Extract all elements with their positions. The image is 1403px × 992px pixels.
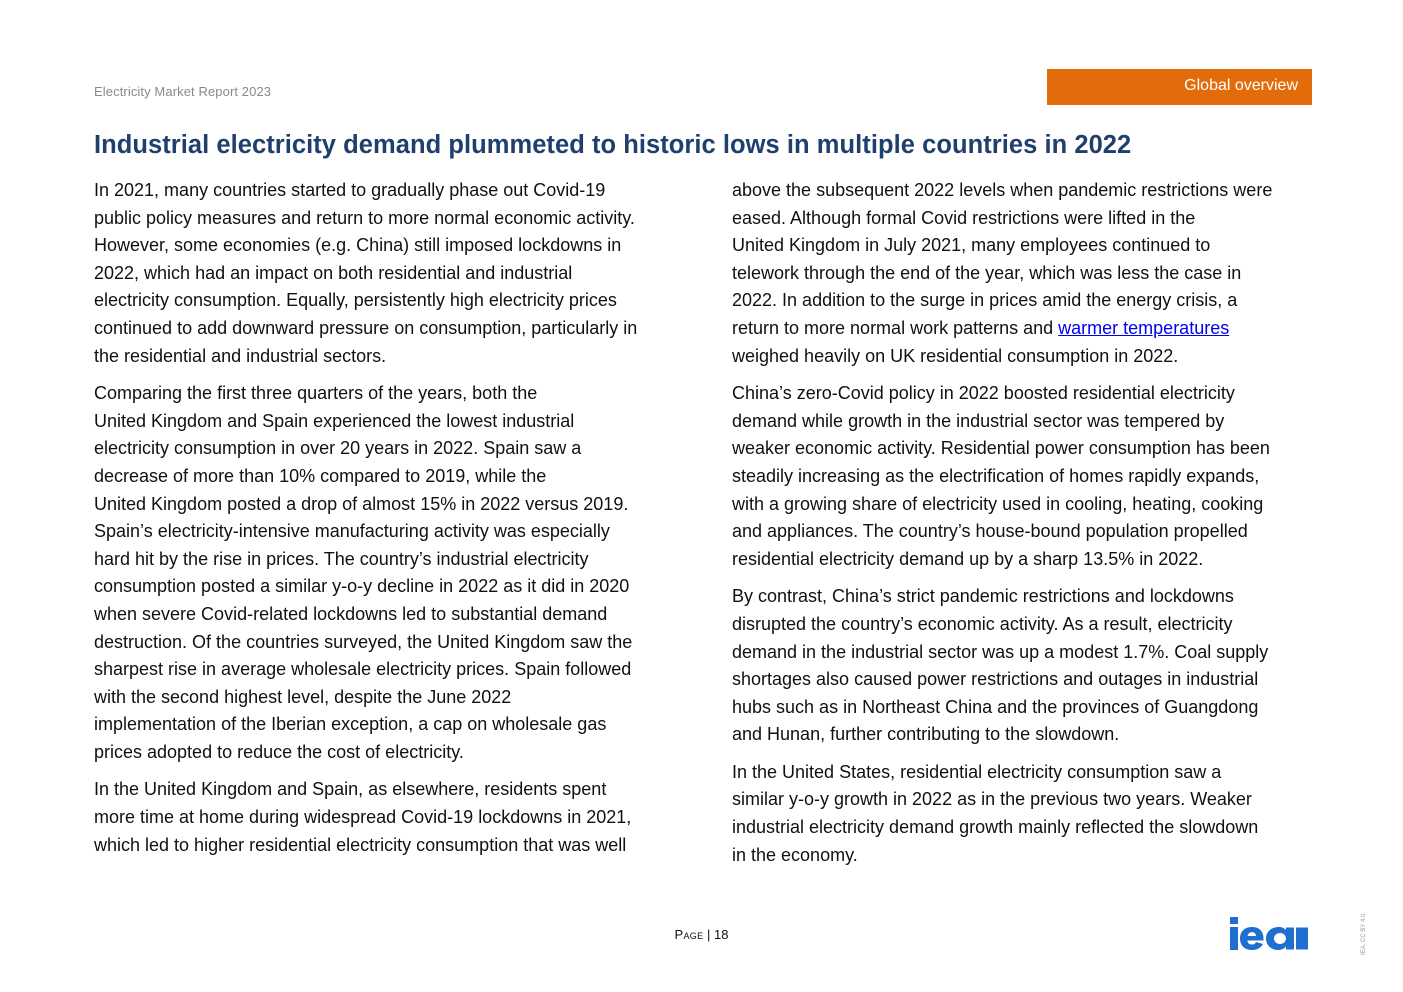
text-line: in the economy. [732, 844, 858, 865]
text-line: and appliances. The country’s house-bound population propelled [732, 521, 1248, 542]
text-line: above the subsequent 2022 levels when pandemic restrictions were [732, 180, 1273, 200]
text-line: hard hit by the rise in prices. The country’s industrial electricity [94, 548, 589, 569]
text-line: decrease of more than 10% compared to 2019, while the [94, 465, 547, 486]
page-separator: | [707, 927, 711, 942]
text-line: prices adopted to reduce the cost of electricity. [94, 741, 464, 762]
text-line: consumption posted a similar y-o-y decline in 2022 as it did in 2020 [94, 576, 630, 597]
text-line: steadily increasing as the electrification of homes rapidly expands, [732, 465, 1260, 486]
text-line: demand in the industrial sector was up a modest 1.7%. Coal supply [732, 641, 1269, 662]
text-line: disrupted the country’s economic activity. As a result, electricity [732, 613, 1233, 634]
text-line: with a growing share of electricity used in cooling, heating, cooking [732, 493, 1264, 514]
page-title: Industrial electricity demand plummeted to historic lows in multiple countries in 2022 [94, 131, 1132, 159]
paragraph [94, 177, 686, 370]
text-line: which led to higher residential electricity consumption that was well [94, 834, 627, 855]
text-line: more time at home during widespread Covid-19 lockdowns in 2021, [94, 807, 632, 828]
text-line: However, some economies (e.g. China) still imposed lockdowns in [94, 235, 622, 256]
page-label: Page [674, 927, 704, 942]
paragraph [732, 177, 1324, 370]
text-line: In the United States, residential electricity consumption saw a [732, 761, 1222, 782]
text-line: 2022, which had an impact on both residential and industrial [94, 262, 573, 283]
paragraph [94, 776, 686, 859]
left-column [94, 177, 686, 869]
license-note: IEA. CC BY 4.0. [1361, 912, 1367, 955]
text-line-with-link [732, 315, 1324, 343]
paragraph [732, 583, 1324, 749]
text-line: destruction. Of the countries surveyed, the United Kingdom saw the [94, 631, 633, 652]
text-line: electricity consumption. Equally, persistently high electricity prices [94, 290, 617, 311]
link-prefix: return to more normal work patterns and [732, 317, 1059, 338]
text-line: In the United Kingdom and Spain, as elsewhere, residents spent [94, 779, 607, 800]
text-line: Spain’s electricity-intensive manufacturing activity was especially [94, 521, 610, 542]
text-line: residential electricity demand up by a sharp 13.5% in 2022. [732, 548, 1204, 569]
text-line: sharpest rise in average wholesale electricity prices. Spain followed [94, 659, 632, 680]
text-line: public policy measures and return to more normal economic activity. [94, 207, 635, 228]
paragraph [732, 380, 1324, 573]
page-number: 18 [714, 927, 729, 942]
text-line: industrial electricity demand growth mainly reflected the slowdown [732, 817, 1259, 838]
text-line: By contrast, China’s strict pandemic restrictions and lockdowns [732, 586, 1234, 607]
right-column [732, 177, 1324, 879]
paragraph [94, 380, 686, 766]
report-name: Electricity Market Report 2023 [94, 84, 272, 99]
text-line: and Hunan, further contributing to the slowdown. [732, 724, 1120, 745]
text-line: similar y-o-y growth in 2022 as in the previous two years. Weaker [732, 789, 1252, 810]
paragraph [732, 759, 1324, 869]
text-line: Comparing the first three quarters of the years, both the [94, 383, 538, 404]
text-line: United Kingdom and Spain experienced the lowest industrial [94, 410, 575, 431]
text-line: electricity consumption in over 20 years in 2022. Spain saw a [94, 438, 582, 459]
text-line: shortages also caused power restrictions and outages in industrial [732, 669, 1259, 690]
text-line: continued to add downward pressure on consumption, particularly in [94, 317, 638, 338]
text-line: In 2021, many countries started to gradually phase out Covid-19 [94, 180, 606, 200]
text-line: the residential and industrial sectors. [94, 345, 387, 366]
iea-logo-icon [1229, 915, 1309, 953]
text-line: China’s zero-Covid policy in 2022 boosted residential electricity [732, 383, 1235, 404]
warmer-temperatures-link[interactable]: warmer temperatures [1058, 317, 1230, 338]
text-line: telework through the end of the year, which was less the case in [732, 262, 1242, 283]
section-tab: Global overview [1047, 69, 1312, 105]
text-line: United Kingdom in July 2021, many employees continued to [732, 235, 1211, 256]
text-line: with the second highest level, despite the June 2022 [94, 686, 512, 707]
text-line: weaker economic activity. Residential power consumption has been [732, 438, 1270, 459]
text-line: eased. Although formal Covid restrictions were lifted in the [732, 207, 1196, 228]
text-line: weighed heavily on UK residential consumption in 2022. [732, 345, 1179, 366]
text-line: demand while growth in the industrial sector was tempered by [732, 410, 1225, 431]
text-line: when severe Covid-related lockdowns led to substantial demand [94, 603, 608, 624]
text-line: United Kingdom posted a drop of almost 15% in 2022 versus 2019. [94, 493, 629, 514]
page-number-footer [0, 927, 1403, 942]
text-line: hubs such as in Northeast China and the provinces of Guangdong [732, 696, 1259, 717]
text-line: implementation of the Iberian exception, a cap on wholesale gas [94, 714, 607, 735]
text-line: 2022. In addition to the surge in prices amid the energy crisis, a [732, 290, 1238, 311]
